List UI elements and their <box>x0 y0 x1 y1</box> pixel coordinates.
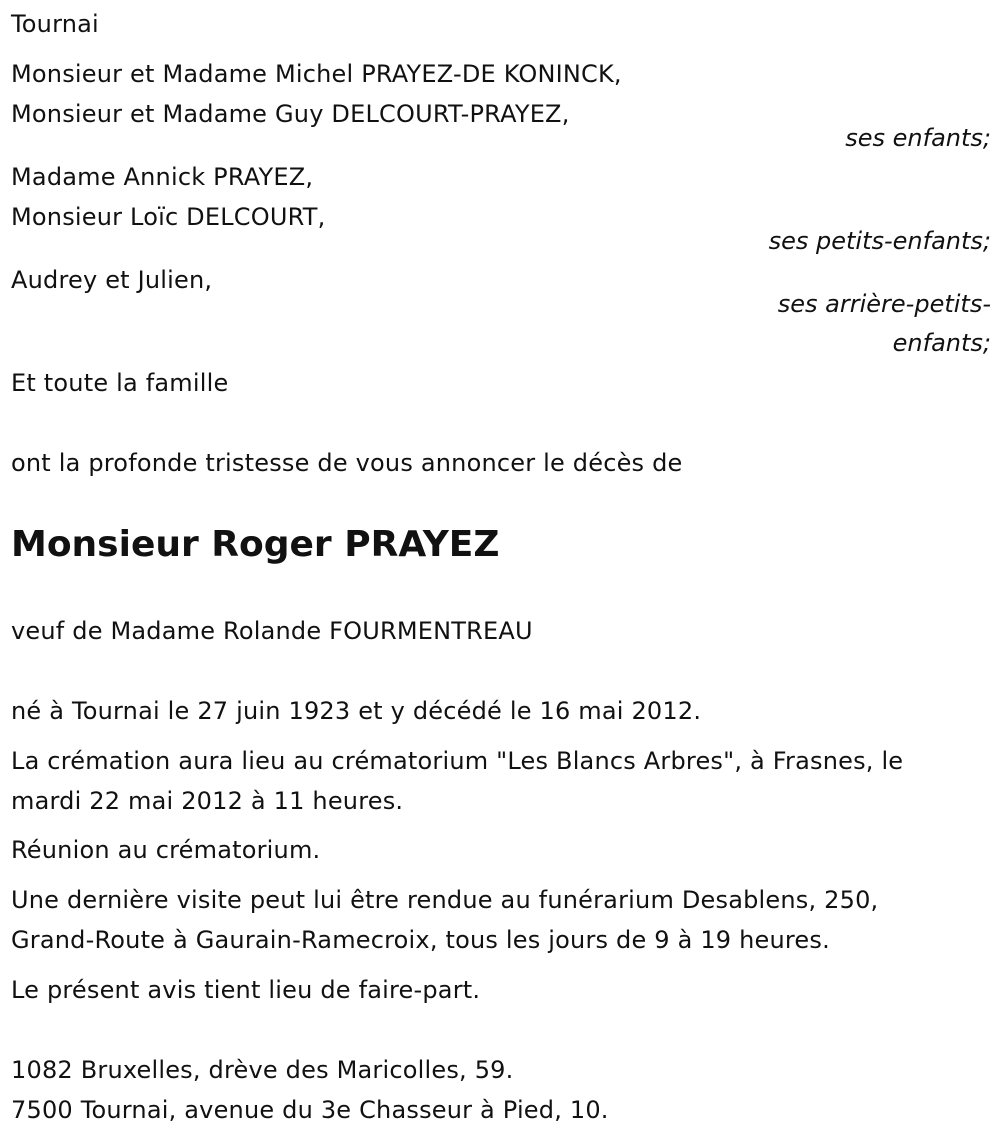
address-line-2: 7500 Tournai, avenue du 3e Chasseur à Pied, 10. <box>11 1096 609 1124</box>
children-role-label: ses enfants; <box>845 124 991 152</box>
visit-line-2: Grand-Route à Gaurain-Ramecroix, tous les jours de 9 à 19 heures. <box>11 926 830 954</box>
meeting-line: Réunion au crématorium. <box>11 836 321 864</box>
widower-line: veuf de Madame Rolande FOURMENTREAU <box>11 617 533 645</box>
great-grandchildren-role-label-2: enfants; <box>892 329 991 357</box>
birth-death-line: né à Tournai le 27 juin 1923 et y décédé le 16 mai 2012. <box>11 697 702 725</box>
notice-line: Le présent avis tient lieu de faire-part. <box>11 976 481 1004</box>
whole-family-line: Et toute la famille <box>11 369 229 397</box>
cremation-line-1: La crémation aura lieu au crématorium "Les Blancs Arbres", à Frasnes, le <box>11 747 904 775</box>
great-grandchildren-role-label-1: ses arrière-petits- <box>777 290 991 318</box>
announcement-intro: ont la profonde tristesse de vous annoncer le décès de <box>11 449 683 477</box>
location-heading: Tournai <box>11 10 99 38</box>
children-line-1: Monsieur et Madame Michel PRAYEZ-DE KONINCK, <box>11 60 622 88</box>
cremation-line-2: mardi 22 mai 2012 à 11 heures. <box>11 787 404 815</box>
grandchildren-line-1: Madame Annick PRAYEZ, <box>11 163 314 191</box>
deceased-name: Monsieur Roger PRAYEZ <box>11 524 500 565</box>
great-grandchildren-line: Audrey et Julien, <box>11 266 213 294</box>
children-line-2: Monsieur et Madame Guy DELCOURT-PRAYEZ, <box>11 100 570 128</box>
address-line-1: 1082 Bruxelles, drève des Maricolles, 59. <box>11 1056 514 1084</box>
grandchildren-line-2: Monsieur Loïc DELCOURT, <box>11 203 326 231</box>
grandchildren-role-label: ses petits-enfants; <box>768 227 991 255</box>
visit-line-1: Une dernière visite peut lui être rendue au funérarium Desablens, 250, <box>11 886 879 914</box>
